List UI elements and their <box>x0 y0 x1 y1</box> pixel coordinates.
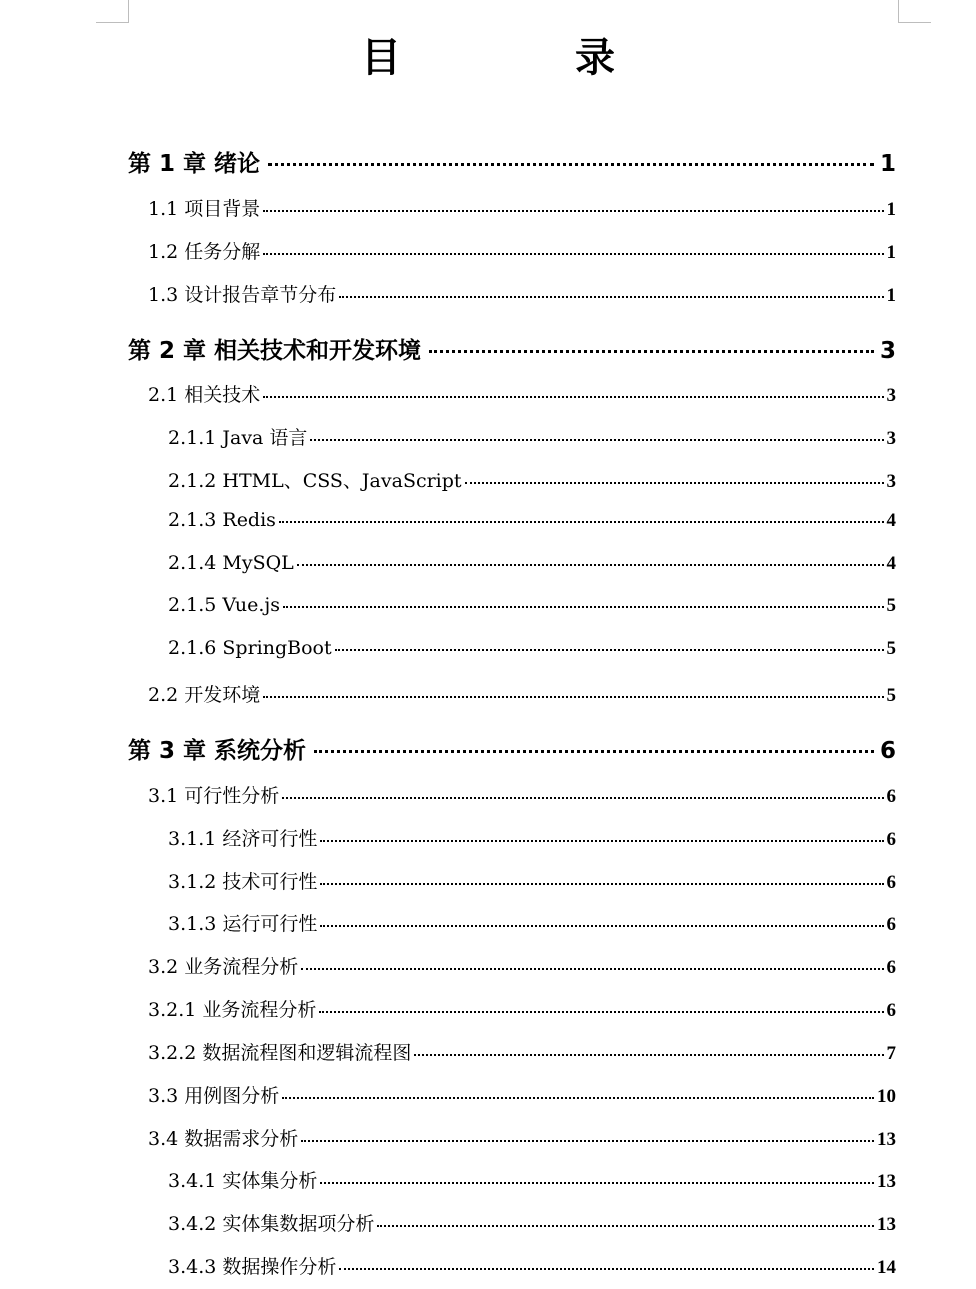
toc-entry-label: 2.1.4 MySQL <box>168 552 294 574</box>
dot-leader <box>283 606 883 608</box>
toc-entry[interactable] <box>168 1252 896 1279</box>
toc-entry[interactable] <box>148 1038 896 1065</box>
toc-entry-page: 4 <box>886 553 896 574</box>
toc-entry-label: 2.1.1 Java 语言 <box>168 427 308 449</box>
dot-leader <box>268 163 874 166</box>
toc-entry[interactable] <box>148 995 896 1022</box>
toc-entry-page: 13 <box>877 1129 896 1150</box>
toc-entry[interactable] <box>168 509 896 532</box>
toc-entry-label: 3.4.2 实体集数据项分析 <box>168 1213 375 1235</box>
toc-entry[interactable] <box>168 423 896 450</box>
dot-leader <box>429 350 874 353</box>
dot-leader <box>301 968 883 970</box>
toc-entry-page: 1 <box>886 242 896 263</box>
toc-entry[interactable] <box>148 194 896 221</box>
toc-entry-page: 6 <box>886 872 896 893</box>
toc-entry-page: 3 <box>886 428 896 449</box>
dot-leader <box>263 253 883 255</box>
dot-leader <box>282 797 883 799</box>
toc-entry-page: 13 <box>877 1214 896 1235</box>
dot-leader <box>320 1182 874 1184</box>
toc-entry-page: 4 <box>886 510 896 531</box>
toc-entry-page: 3 <box>886 471 896 492</box>
toc-entry-label: 3.1.1 经济可行性 <box>168 828 318 850</box>
toc-entry[interactable] <box>148 380 896 407</box>
toc-entry-label: 第 3 章 系统分析 <box>128 738 307 764</box>
toc-entry[interactable] <box>168 594 896 617</box>
toc-entry-label: 2.1 相关技术 <box>148 384 261 406</box>
toc-entry-page: 7 <box>886 1043 896 1064</box>
toc-entry-label: 2.2 开发环境 <box>148 684 261 706</box>
toc-title: 目 录 <box>361 34 695 81</box>
toc-entry-page: 1 <box>879 151 896 177</box>
toc-entry[interactable] <box>168 824 896 851</box>
toc-entry[interactable] <box>168 867 896 894</box>
dot-leader <box>279 521 884 523</box>
toc-entry[interactable] <box>168 1209 896 1236</box>
toc-entry-label: 1.3 设计报告章节分布 <box>148 284 337 306</box>
toc-entry-label: 第 2 章 相关技术和开发环境 <box>128 338 422 364</box>
toc-entry-page: 13 <box>877 1171 896 1192</box>
dot-leader <box>339 296 883 298</box>
dot-leader <box>263 396 883 398</box>
dot-leader <box>263 210 883 212</box>
toc-entry-label: 3.4.1 实体集分析 <box>168 1170 318 1192</box>
toc-entry-label: 1.1 项目背景 <box>148 198 261 220</box>
toc-entry-page: 6 <box>886 957 896 978</box>
toc-entry[interactable] <box>168 909 896 936</box>
toc-entry[interactable] <box>128 332 896 365</box>
dot-leader <box>339 1268 874 1270</box>
toc-entry-page: 6 <box>886 1000 896 1021</box>
dot-leader <box>320 840 883 842</box>
toc-entry[interactable] <box>168 1166 896 1193</box>
dot-leader <box>377 1225 874 1227</box>
toc-entry[interactable] <box>148 237 896 264</box>
toc-entry-label: 2.1.3 Redis <box>168 509 276 531</box>
toc-entry-label: 2.1.5 Vue.js <box>168 594 281 616</box>
dot-leader <box>263 696 883 698</box>
toc-entry-label: 3.3 用例图分析 <box>148 1085 280 1107</box>
toc-entry[interactable] <box>128 732 896 765</box>
toc-entry-label: 3.2.2 数据流程图和逻辑流程图 <box>148 1042 412 1064</box>
toc-entry-label: 3.2.1 业务流程分析 <box>148 999 317 1021</box>
dot-leader <box>319 1011 883 1013</box>
toc-entry-page: 6 <box>886 829 896 850</box>
toc-entry-label: 2.1.6 SpringBoot <box>168 637 332 659</box>
dot-leader <box>465 482 884 484</box>
toc-entry[interactable] <box>168 637 896 660</box>
toc-entry-label: 1.2 任务分解 <box>148 241 261 263</box>
dot-leader <box>301 1140 874 1142</box>
dot-leader <box>282 1097 874 1099</box>
toc-entry-label: 3.1 可行性分析 <box>148 785 280 807</box>
dot-leader <box>320 883 883 885</box>
toc-entry-page: 6 <box>886 914 896 935</box>
toc-entry-page: 1 <box>886 285 896 306</box>
dot-leader <box>297 564 884 566</box>
dot-leader <box>320 925 883 927</box>
toc-entry[interactable] <box>168 466 896 493</box>
toc-entry[interactable] <box>148 1081 896 1108</box>
toc-entry[interactable] <box>148 1124 896 1151</box>
toc-entry-page: 3 <box>886 385 896 406</box>
toc-entry[interactable] <box>148 952 896 979</box>
toc-entry-label: 第 1 章 绪论 <box>128 151 261 177</box>
toc-entry[interactable] <box>168 552 896 575</box>
toc-entry-page: 1 <box>886 199 896 220</box>
toc-entry[interactable] <box>148 680 896 707</box>
toc-entry-label: 3.1.3 运行可行性 <box>168 913 318 935</box>
dot-leader <box>314 750 874 753</box>
toc-entry[interactable] <box>148 781 896 808</box>
dot-leader <box>335 649 884 651</box>
toc-entry-page: 3 <box>879 338 896 364</box>
dot-leader <box>310 439 883 441</box>
toc-entry-label: 3.1.2 技术可行性 <box>168 871 318 893</box>
toc-entry-label: 3.4.3 数据操作分析 <box>168 1256 337 1278</box>
toc-entry-page: 5 <box>886 685 896 706</box>
toc-entry-page: 10 <box>877 1086 896 1107</box>
toc-entry[interactable] <box>128 145 896 178</box>
toc-entry-label: 2.1.2 HTML、CSS、JavaScript <box>168 470 462 492</box>
toc-entry-page: 5 <box>886 638 896 659</box>
toc-entry[interactable] <box>148 280 896 307</box>
toc-entry-page: 6 <box>879 738 896 764</box>
toc-entry-label: 3.2 业务流程分析 <box>148 956 299 978</box>
toc-entry-page: 14 <box>877 1257 896 1278</box>
dot-leader <box>414 1054 883 1056</box>
toc-entry-page: 5 <box>886 595 896 616</box>
toc-entry-page: 6 <box>886 786 896 807</box>
toc-entry-label: 3.4 数据需求分析 <box>148 1128 299 1150</box>
